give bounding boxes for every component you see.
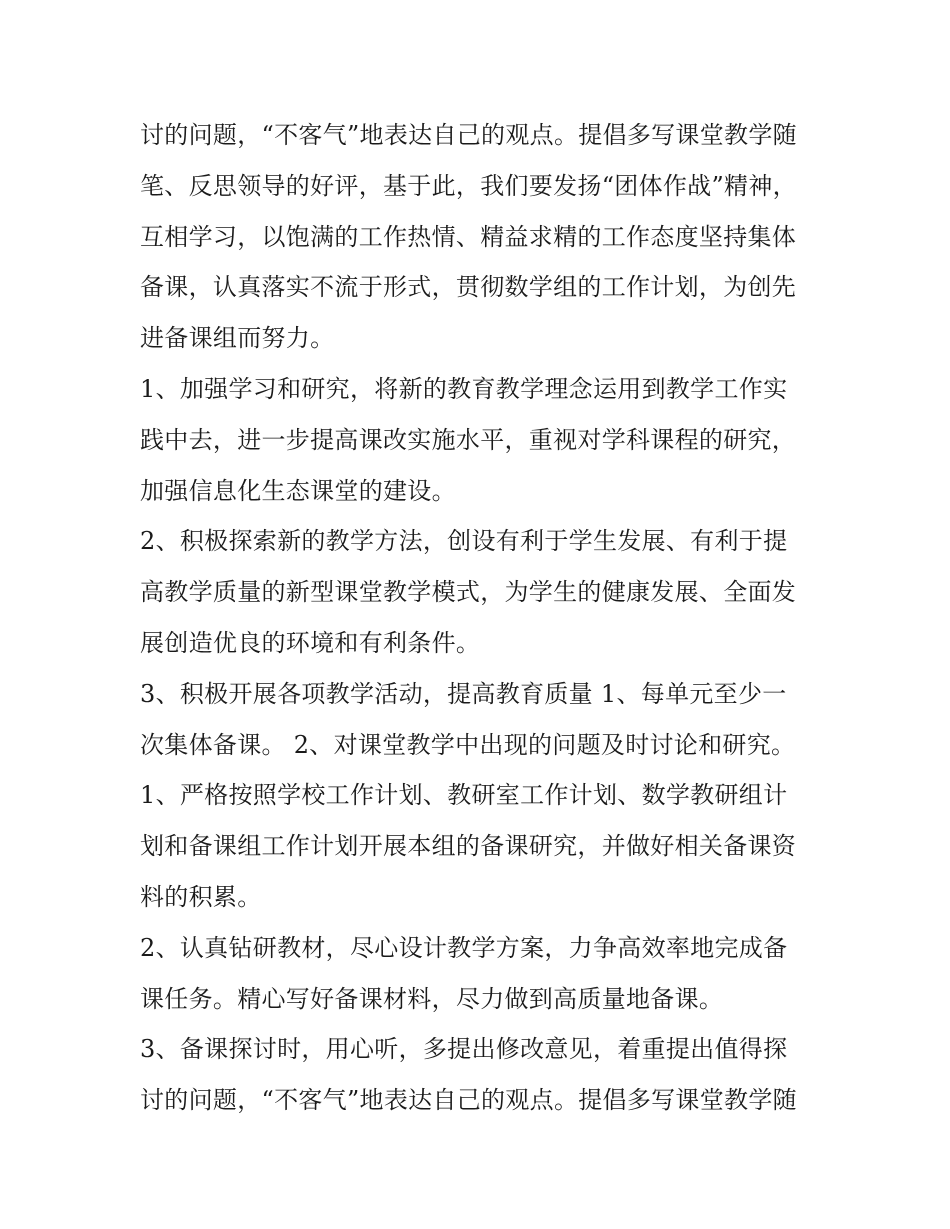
- text-line: 次集体备课。 2、对课堂教学中出现的问题及时讨论和研究。: [140, 730, 796, 759]
- text-line: 进备课组而努力。: [140, 324, 335, 353]
- text-line: 讨的问题，“不客气”地表达自己的观点。提倡多写课堂教学随: [140, 1086, 797, 1115]
- text-line: 高教学质量的新型课堂教学模式，为学生的健康发展、全面发: [140, 578, 797, 607]
- text-line: 3、备课探讨时，用心听，多提出修改意见，着重提出值得探: [140, 1035, 788, 1064]
- text-line: 讨的问题，“不客气”地表达自己的观点。提倡多写课堂教学随: [140, 121, 797, 149]
- text-line: 2、积极探索新的教学方法，创设有利于学生发展、有利于提: [140, 527, 788, 556]
- text-line: 加强信息化生态课堂的建设。: [140, 476, 456, 505]
- text-line: 料的积累。: [140, 882, 262, 911]
- text-line: 备课，认真落实不流于形式，贯彻数学组的工作计划，为创先: [140, 273, 797, 302]
- text-line: 展创造优良的环境和有利条件。: [140, 628, 481, 657]
- text-line: 划和备课组工作计划开展本组的备课研究，并做好相关备课资: [140, 832, 797, 861]
- text-line: 3、积极开展各项教学活动，提高教育质量 1、每单元至少一: [140, 679, 787, 708]
- document-body: [140, 110, 820, 1126]
- text-line: 1、严格按照学校工作计划、教研室工作计划、数学教研组计: [140, 781, 788, 810]
- text-line: 课任务。精心写好备课材料，尽力做到高质量地备课。: [140, 984, 724, 1013]
- text-line: 互相学习，以饱满的工作热情、精益求精的工作态度坚持集体: [140, 222, 797, 251]
- text-line: 1、加强学习和研究，将新的教育教学理念运用到教学工作实: [140, 374, 788, 403]
- text-line: 2、认真钻研教材，尽心设计教学方案，力争高效率地完成备: [140, 933, 788, 962]
- text-line: 践中去，进一步提高课改实施水平，重视对学科课程的研究，: [140, 425, 797, 454]
- text-line: 笔、反思领导的好评，基于此，我们要发扬“团体作战”精神，: [140, 171, 797, 200]
